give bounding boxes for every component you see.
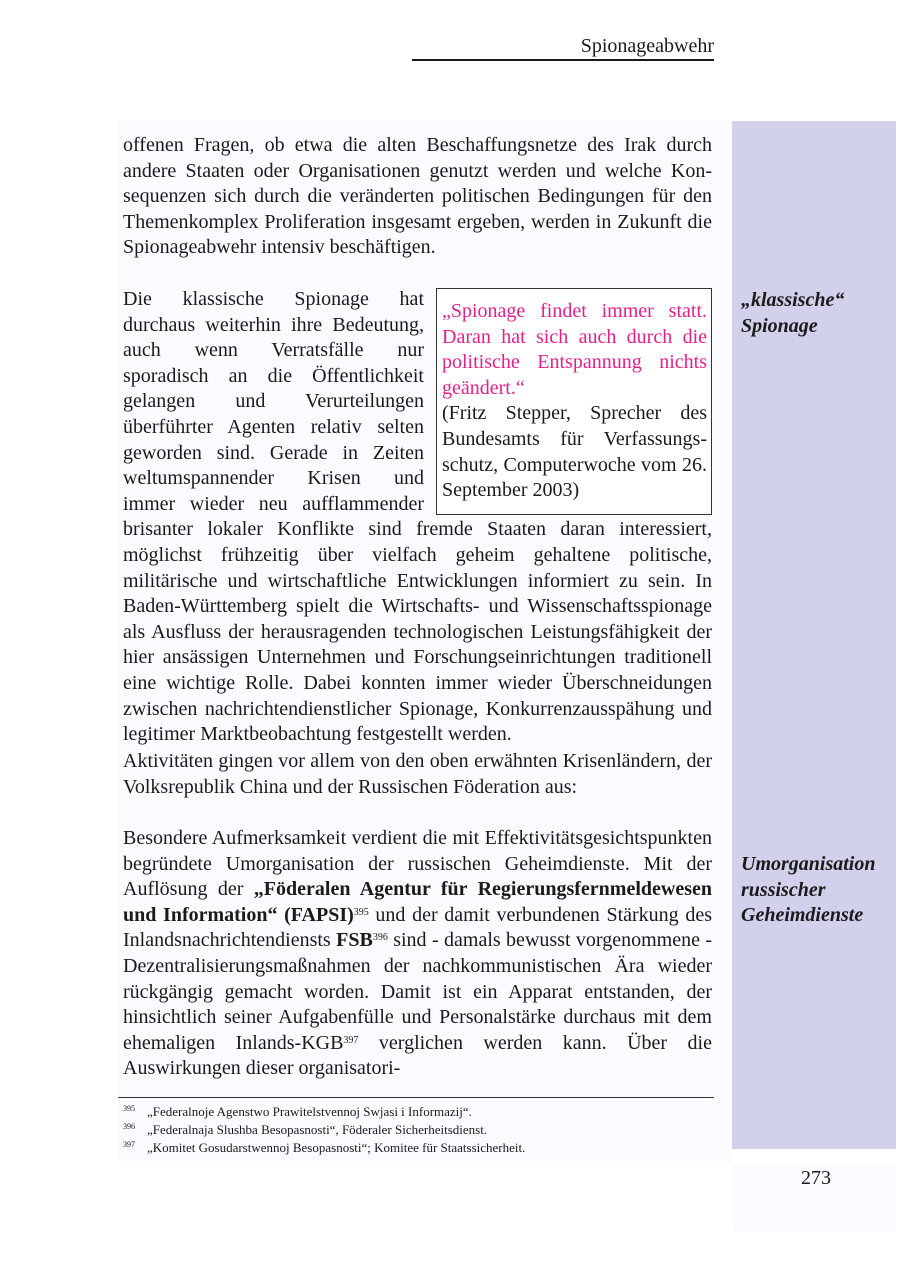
footnote-number: 397 (123, 1140, 135, 1149)
footnote-text: „Federalnoje Agenstwo Prawitelstvennoj Swjasi i Informazij“. (147, 1104, 472, 1119)
paragraph-activities: Aktivitäten gingen vor allem von den oben erwähnten Krisenländern, der Volksrepublik China und der Russischen Föderation aus: (123, 750, 712, 798)
margin-sidebar (732, 121, 896, 1149)
quote-text: „Spionage findet immer statt. Daran hat sich auch durch die politische Entspannung nichts geändert.“ (442, 300, 707, 399)
running-header-title: Spionageabwehr (580, 35, 714, 57)
margin-note-classic-espionage: „klassische“ Spionage (741, 289, 845, 337)
p4-text-a: Besondere Aufmerksamkeit verdient die mit Effektivitätsgesichtspunkten begründete Umorganisation der russischen Geheimdienste. Mit der Auflösung der (123, 827, 712, 901)
paragraph-classic-espionage (123, 287, 712, 748)
footnote-ref-395: 395 (353, 906, 369, 918)
footnote-ref-396: 396 (372, 932, 388, 944)
margin-note-reorganisation: Umorganisation russischer Geheimdienste (741, 853, 876, 927)
footnote-number: 395 (123, 1104, 135, 1113)
fsb-term: FSB (336, 929, 373, 952)
footnote-text: „Federalnaja Slushba Besopasnosti“, Föderaler Sicherheitsdienst. (147, 1122, 488, 1137)
footnotes (123, 1103, 723, 1157)
footnote-number: 396 (123, 1122, 135, 1131)
page-number: 273 (801, 1167, 831, 1189)
p4-text-e: verglichen werden kann. Über die Auswirkungen dieser organisatori- (123, 1031, 712, 1080)
paragraph-reorganisation (123, 826, 712, 1082)
footnote-text: „Komitet Gosudarstwennoj Besopasnosti“; Komitee für Staatssicherheit. (147, 1140, 526, 1155)
footnote-rule (118, 1097, 714, 1098)
p4-text-c: und der damit verbundenen Stärkung des Inlandsnachrichtendiensts (123, 903, 712, 952)
footnote (123, 1121, 723, 1139)
quote-source: (Fritz Stepper, Sprecher des Bundesamts für Verfassungsschutz, Computerwoche vom 26. September 2003) (442, 402, 707, 502)
footnote (123, 1139, 723, 1157)
fapsi-term: „Föderalen Agentur für Regierungsfernmeldewesen und Information“ (FAPSI) (123, 878, 712, 926)
footnote-ref-397: 397 (343, 1034, 359, 1046)
footnote (123, 1103, 723, 1121)
paragraph-proliferation: offenen Fragen, ob etwa die alten Beschaffungsnetze des Irak durch andere Staaten oder Organisationen genutzt werden und welche Konsequenzen sich durch die veränderten politischen Bedingungen für den Themenkomplex Proliferation insgesamt ergeben, werden in Zukunft die Spionageabwehr intensiv beschäftigen. (123, 134, 712, 259)
p4-text-d: sind - damals bewusst vorgenommene - Dezentralisierungsmaßnahmen der nachkommunistischen Ära wieder rückgängig gemacht worden. Damit ist ein Apparat entstanden, der hinsichtlich seiner Aufgabenfülle und Personalstärke durchaus mit dem ehemaligen Inlands-KGB (123, 929, 713, 1054)
paragraph-classic-espionage-text: Die klassische Spionage hat durchaus weiterhin ihre Bedeutung, auch wenn Verratsfälle nur sporadisch an die Öffentlichkeit gelangen und Verurteilungen überführter Agenten relativ selten geworden sind. Gerade in Zeiten weltumspannender Krisen und immer wieder neu aufflammender brisanter lokaler Konflikte sind fremde Staaten daran interessiert, möglichst frühzeitig über vielfach geheim gehaltene politische, militärische und wirtschaftliche Entwicklungen informiert zu sein. In Baden-Württemberg spielt die Wirtschafts- und Wissenschaftsspionage als Ausfluss der herausragenden technologischen Leistungsfähigkeit der hier ansässigen Unternehmen und Forschungseinrichtungen traditionell eine wichtige Rolle. Dabei konnten immer wieder Überschneidungen zwischen nachrichtendienstlicher Spionage, Konkurrenzausspähung und legitimer Marktbeobachtung festgestellt werden. (123, 288, 712, 746)
header-rule (412, 59, 714, 61)
quote-box (436, 288, 712, 515)
